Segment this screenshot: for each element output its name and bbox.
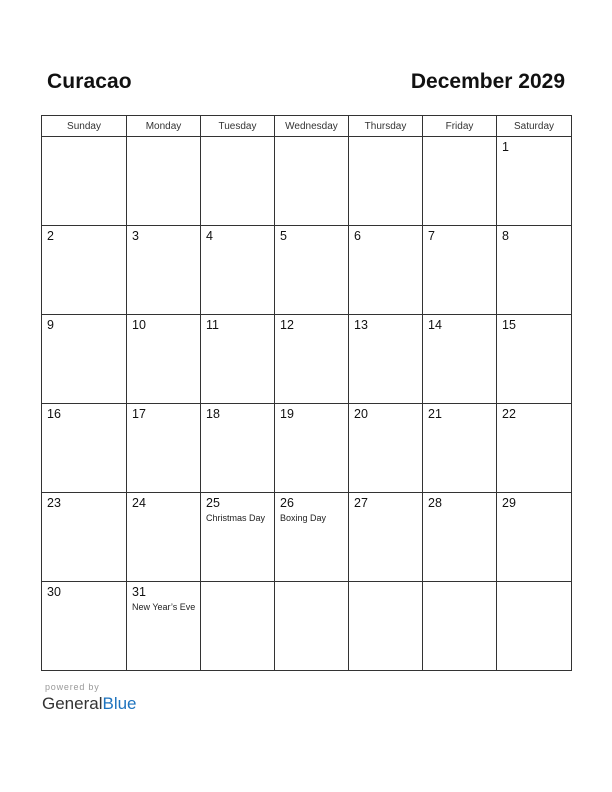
day-number: 5 xyxy=(280,229,287,243)
day-cell xyxy=(497,137,572,226)
day-number: 25 xyxy=(206,496,220,510)
day-cell xyxy=(201,493,275,582)
day-cell xyxy=(349,493,423,582)
week-row xyxy=(42,582,572,671)
day-cell xyxy=(423,226,497,315)
day-number: 17 xyxy=(132,407,146,421)
weekday-header: Tuesday xyxy=(201,116,275,137)
day-number: 19 xyxy=(280,407,294,421)
brand-logo[interactable] xyxy=(42,694,137,714)
day-number: 31 xyxy=(132,585,146,599)
day-cell xyxy=(42,493,127,582)
brand-general-text: General xyxy=(42,694,103,713)
day-number: 30 xyxy=(47,585,61,599)
day-cell xyxy=(497,404,572,493)
day-cell xyxy=(127,404,201,493)
day-number: 3 xyxy=(132,229,139,243)
day-cell xyxy=(201,315,275,404)
day-cell xyxy=(127,582,201,671)
day-number: 4 xyxy=(206,229,213,243)
weekday-header-row xyxy=(42,116,572,137)
day-number: 15 xyxy=(502,318,516,332)
day-number: 14 xyxy=(428,318,442,332)
day-number: 1 xyxy=(502,140,509,154)
empty-day-cell xyxy=(423,137,497,226)
empty-day-cell xyxy=(42,137,127,226)
day-cell xyxy=(127,315,201,404)
holiday-label: New Year’s Eve xyxy=(132,602,196,612)
week-row xyxy=(42,315,572,404)
day-number: 27 xyxy=(354,496,368,510)
day-number: 28 xyxy=(428,496,442,510)
week-row xyxy=(42,404,572,493)
week-row xyxy=(42,226,572,315)
calendar-grid xyxy=(41,115,572,671)
day-cell xyxy=(349,404,423,493)
day-number: 13 xyxy=(354,318,368,332)
empty-day-cell xyxy=(127,137,201,226)
holiday-label: Christmas Day xyxy=(206,513,266,523)
empty-day-cell xyxy=(201,582,275,671)
day-cell xyxy=(275,404,349,493)
day-number: 24 xyxy=(132,496,146,510)
empty-day-cell xyxy=(275,582,349,671)
day-cell xyxy=(275,226,349,315)
weekday-header: Friday xyxy=(423,116,497,137)
day-number: 11 xyxy=(206,318,219,332)
day-number: 12 xyxy=(280,318,294,332)
week-row xyxy=(42,493,572,582)
empty-day-cell xyxy=(349,137,423,226)
day-number: 9 xyxy=(47,318,54,332)
day-cell xyxy=(275,315,349,404)
day-cell xyxy=(201,226,275,315)
day-cell xyxy=(201,404,275,493)
empty-day-cell xyxy=(497,582,572,671)
day-cell xyxy=(42,404,127,493)
day-number: 7 xyxy=(428,229,435,243)
day-number: 6 xyxy=(354,229,361,243)
day-cell xyxy=(127,493,201,582)
day-cell xyxy=(497,226,572,315)
day-cell xyxy=(423,493,497,582)
day-cell xyxy=(349,226,423,315)
powered-by-label: powered by xyxy=(45,682,100,692)
day-number: 26 xyxy=(280,496,294,510)
day-number: 21 xyxy=(428,407,442,421)
weekday-header: Wednesday xyxy=(275,116,349,137)
day-cell xyxy=(275,493,349,582)
day-cell xyxy=(42,315,127,404)
weekday-header: Saturday xyxy=(497,116,572,137)
day-cell xyxy=(42,582,127,671)
week-row xyxy=(42,137,572,226)
weekday-header: Monday xyxy=(127,116,201,137)
brand-blue-text: Blue xyxy=(102,694,137,713)
day-number: 10 xyxy=(132,318,146,332)
day-cell xyxy=(423,315,497,404)
empty-day-cell xyxy=(349,582,423,671)
day-number: 22 xyxy=(502,407,516,421)
empty-day-cell xyxy=(275,137,349,226)
weekday-header: Thursday xyxy=(349,116,423,137)
day-cell xyxy=(127,226,201,315)
day-number: 20 xyxy=(354,407,368,421)
day-number: 29 xyxy=(502,496,516,510)
day-cell xyxy=(497,315,572,404)
day-cell xyxy=(42,226,127,315)
month-year-title: December 2029 xyxy=(410,70,565,93)
day-cell xyxy=(497,493,572,582)
day-number: 2 xyxy=(47,229,54,243)
empty-day-cell xyxy=(423,582,497,671)
day-number: 23 xyxy=(47,496,61,510)
day-number: 18 xyxy=(206,407,220,421)
country-title: Curacao xyxy=(47,70,132,93)
day-number: 16 xyxy=(47,407,61,421)
day-cell xyxy=(349,315,423,404)
weekday-header: Sunday xyxy=(42,116,127,137)
holiday-label: Boxing Day xyxy=(280,513,327,523)
day-cell xyxy=(423,404,497,493)
day-number: 8 xyxy=(502,229,509,243)
empty-day-cell xyxy=(201,137,275,226)
